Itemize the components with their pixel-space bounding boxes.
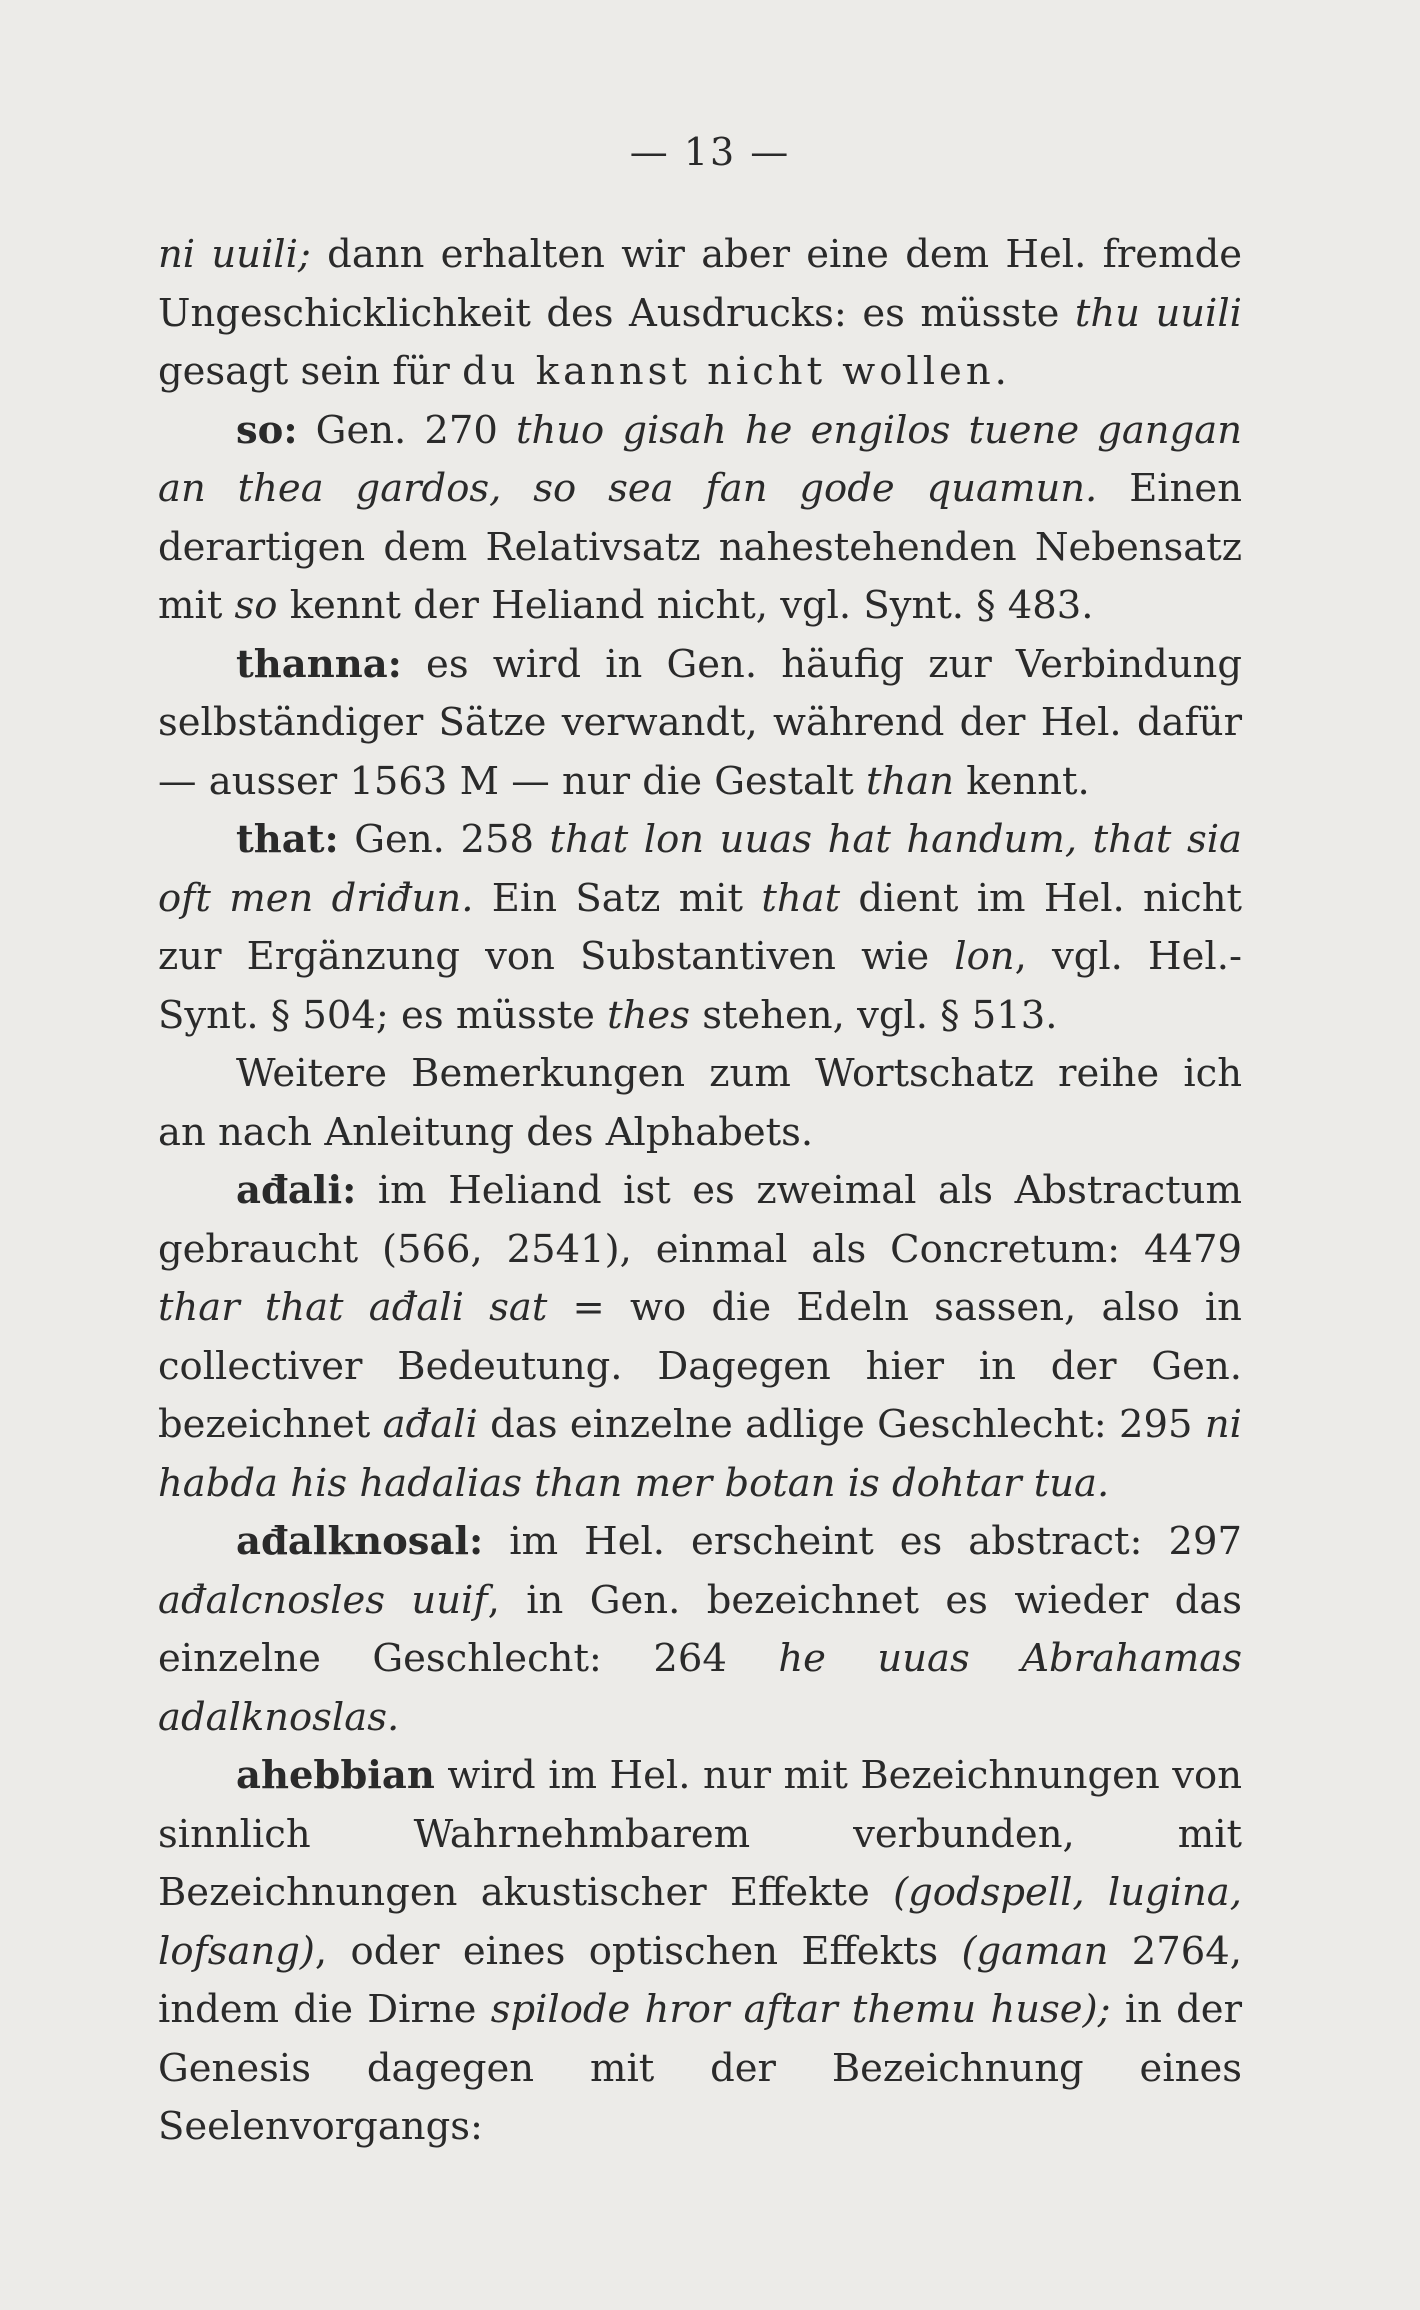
quotation-italic: he uuas Abrahamas adalknoslas. (158, 1636, 1242, 1740)
paragraph (158, 1162, 1242, 1513)
headword: so: (236, 407, 298, 453)
text-segment: , oder eines optischen Effekts (314, 1928, 962, 1974)
quotation-italic: ađalcnosles uuif (158, 1577, 488, 1623)
text-segment: dient im Hel. nicht zur Ergänzung von Substantiven wie (158, 875, 1242, 979)
paragraph (158, 1747, 1242, 2157)
text-segment: = wo die Edeln sassen, also in collectiver Bedeutung. Dagegen hier in der Gen. bezeichnet (158, 1285, 1242, 1447)
text-segment: im Hel. erscheint es abstract: 297 (483, 1519, 1242, 1564)
page-number: — 13 — (629, 130, 791, 174)
text-segment: kennt. (954, 758, 1090, 804)
quotation-italic: ni uuili; (158, 232, 311, 277)
text-segment: , in Gen. bezeichnet es wieder das einzelne Geschlecht: 264 (158, 1577, 1242, 1681)
text-segment: 2764, indem die Dirne (158, 1928, 1242, 2032)
quotation-italic: thes (607, 992, 690, 1038)
text-segment: , vgl. Hel.-Synt. § 504; es müsste (158, 934, 1242, 1038)
headword: that: (236, 817, 339, 862)
text-segment: Ein Satz mit (473, 875, 762, 921)
text-segment: in der Genesis dagegen mit der Bezeichnung eines Seelenvorgangs: (158, 1987, 1243, 2149)
quotation-italic: ni habda his hadalias than mer botan is dohtar tua. (158, 1402, 1242, 1506)
text-segment: Gen. 270 (297, 407, 516, 453)
headword: ađali: (236, 1168, 357, 1213)
quotation-italic: lon (954, 934, 1015, 979)
text-segment: stehen, vgl. § 513. (689, 992, 1058, 1038)
text-segment: . (994, 349, 1007, 394)
quotation-italic: that lon uuas hat handum, that sia oft men driđun. (158, 817, 1242, 921)
quotation-italic: than (866, 758, 955, 804)
text-segment: im Heliand ist es zweimal als Abstractum gebraucht (566, 2541), einmal als Concretum: 4479 (158, 1168, 1242, 1272)
quotation-italic: thar that ađali sat (158, 1285, 548, 1330)
quotation-italic: spilode hror aftar themu huse); (490, 1987, 1111, 2032)
quotation-italic: so (234, 583, 278, 628)
quotation-italic: (godspell, lugina, lofsang) (158, 1870, 1242, 1974)
paragraph (158, 226, 1242, 402)
paragraph (158, 636, 1242, 812)
paragraph (158, 1045, 1242, 1162)
headword: ahebbian (236, 1753, 435, 1798)
text-segment: Gen. 258 (338, 817, 550, 862)
paragraph (158, 1513, 1242, 1747)
spaced-text: du kannst nicht wollen (462, 349, 995, 394)
page-text (158, 226, 1242, 2157)
text-segment: gesagt sein für (158, 349, 463, 394)
headword: thanna: (236, 641, 402, 687)
text-segment: Weitere Bemerkungen zum Wortschatz reihe ich an nach Anleitung des Alphabets. (158, 1051, 1242, 1155)
paragraph (158, 811, 1242, 1045)
text-segment: kennt der Heliand nicht, vgl. Synt. § 483. (277, 583, 1094, 628)
text-segment: es wird in Gen. häufig zur Verbindung selbständiger Sätze verwandt, während der Hel. dafür — ausser 1563 M — nur die Gestalt (158, 641, 1242, 804)
text-segment: Einen derartigen dem Relativsatz nahestehenden Nebensatz mit (158, 466, 1242, 628)
quotation-italic: thuo gisah he engilos tuene gangan an thea gardos, so sea fan gode quamun. (158, 407, 1242, 511)
quotation-italic: thu uuili (1074, 290, 1242, 336)
headword: ađalknosal: (236, 1519, 484, 1564)
text-segment: wird im Hel. nur mit Bezeichnungen von sinnlich Wahrnehmbarem verbunden, mit Bezeichnungen akustischer Effekte (158, 1753, 1242, 1915)
quotation-italic: (gaman (961, 1928, 1109, 1974)
text-segment: dann erhalten wir aber eine dem Hel. fremde Ungeschicklichkeit des Ausdrucks: es müsste (158, 232, 1242, 336)
text-segment: das einzelne adlige Geschlecht: 295 (477, 1402, 1205, 1447)
quotation-italic: that (761, 875, 841, 921)
quotation-italic: ađali (382, 1402, 478, 1447)
paragraph (158, 402, 1242, 636)
